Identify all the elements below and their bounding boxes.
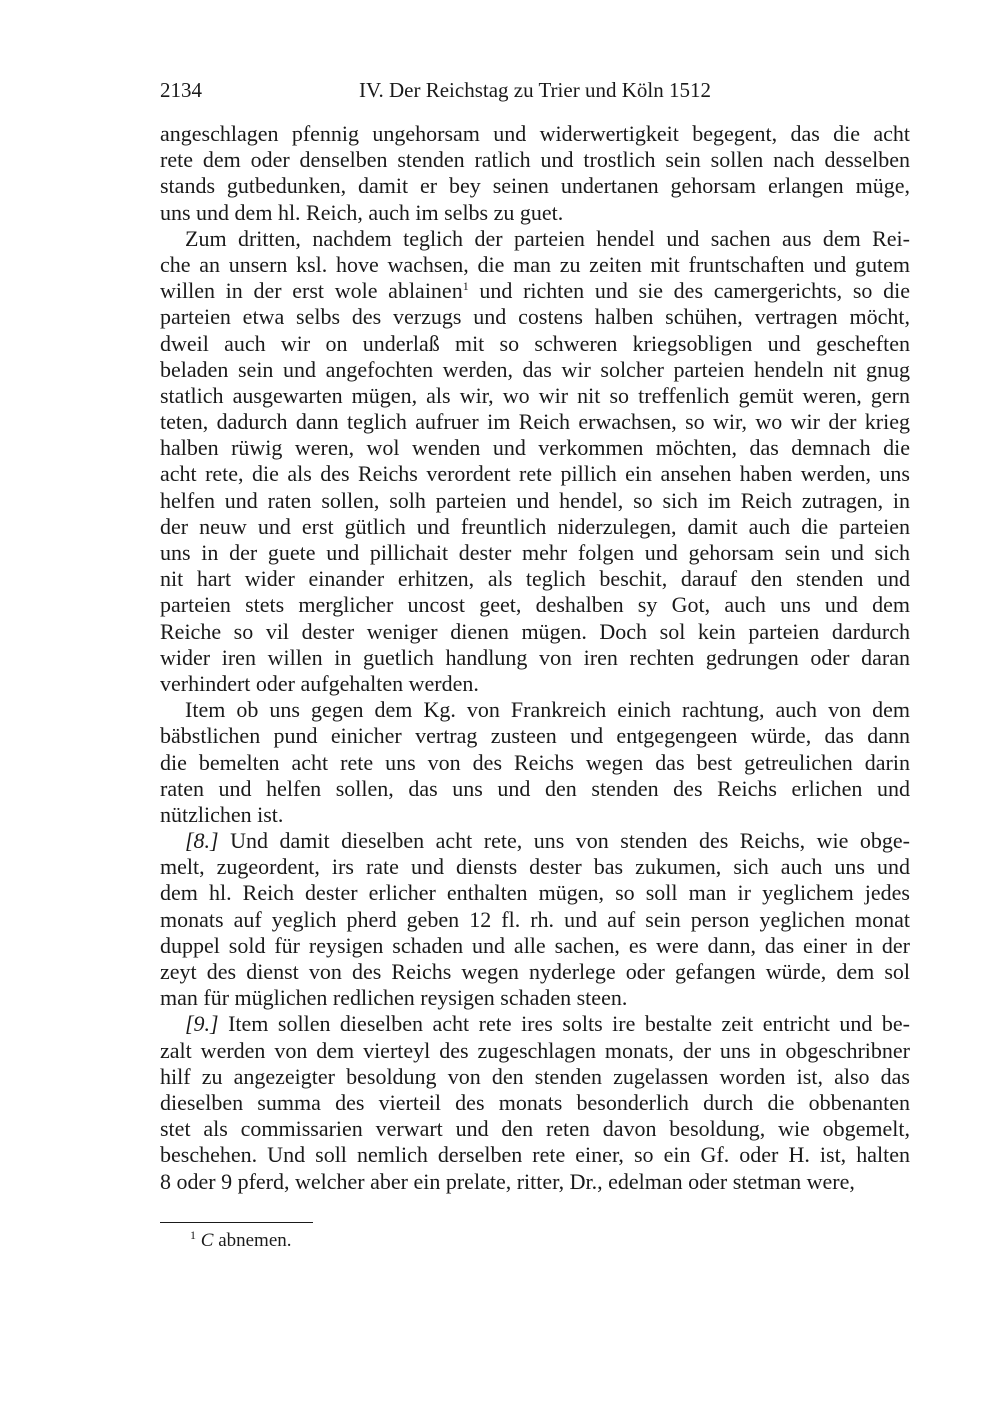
text-line: helfen und raten sollen, solh parteien und hendel, so sich im Reich zutragen, in	[160, 487, 910, 513]
text-line: rete dem oder denselben stenden ratlich und trostlich sein sollen nach desselben	[160, 147, 910, 173]
text-line: teten, dadurch dann teglich aufruer im Reich erwachsen, so wir, wo wir der krieg	[160, 409, 910, 435]
text-line: uns in der guete und pillichait dester mehr folgen und gehorsam sein und sich	[160, 540, 910, 565]
footnote-divider	[160, 1222, 313, 1223]
text-line: che an unsern ksl. hove wachsen, die man zu zeiten mit fruntschaften und gutem	[160, 251, 910, 277]
footnote-text: abnemen.	[213, 1230, 292, 1251]
page-header	[160, 78, 910, 106]
text-line: monats auf yeglich pherd geben 12 fl. rh. und auf sein person yeglichen monat	[160, 906, 910, 932]
paragraph	[160, 1011, 910, 1194]
text-line: angeschlagen pfennig ungehorsam und widerwertigkeit begegent, das die acht	[160, 121, 910, 146]
text-line: dweil auch wir on underlaß mit so schweren kriegsobligen und gescheften	[160, 330, 910, 356]
text-line	[160, 278, 910, 304]
text-line: der neuw und erst gütlich und freuntlich niderzulegen, damit auch die parteien	[160, 513, 910, 539]
paragraph	[160, 828, 910, 1011]
footnote-reference: 1	[462, 279, 469, 294]
text-line: beschehen. Und soll nemlich derselben rete einer, so ein Gf. oder H. ist, halten	[160, 1142, 910, 1168]
text-line: man für müglichen redlichen reysigen schaden steen.	[160, 985, 628, 1011]
text-line: Zum dritten, nachdem teglich der parteien hendel und sachen aus dem Rei-	[185, 225, 910, 251]
text-line: hilf zu angezeigter besoldung von den stenden zugelassen worden ist, also das	[160, 1063, 910, 1089]
footnote-siglum: C	[200, 1230, 214, 1251]
footnote	[190, 1230, 292, 1252]
text-line: dem hl. Reich dester erlicher enthalten mügen, so soll man ir yeglichem jedes	[160, 880, 910, 906]
text-line: die bemelten acht rete uns von des Reichs wegen das best getreulichen darin	[160, 749, 910, 775]
text-line: raten und helfen sollen, das uns und den stenden des Reichs erlichen und	[160, 775, 910, 801]
text-line: bäbstlichen pund einicher vertrag zusteen und entgegengeen würde, das dann	[160, 723, 910, 749]
text-line: zeyt des dienst von des Reichs wegen nyderlege oder gefangen würde, dem sol	[160, 959, 910, 984]
paragraph	[160, 121, 910, 226]
text-line	[160, 828, 910, 854]
text-line: beladen sein und angefochten werden, das wir solcher parteien hendeln nit gnug	[160, 356, 910, 382]
text-line: uns und dem hl. Reich, auch im selbs zu guet.	[160, 199, 564, 225]
footnote-marker: 1	[190, 1228, 196, 1242]
text-line: nit hart wider einander erhitzen, als teglich beschit, darauf den stenden und	[160, 566, 910, 592]
text-line: zalt werden von dem vierteyl des zugeschlagen monats, der uns in obgeschribner	[160, 1037, 910, 1063]
text-segment: Item sollen dieselben acht rete ires solts ire bestalte zeit entricht und be-	[218, 1011, 910, 1037]
text-line: Item ob uns gegen dem Kg. von Frankreich einich rachtung, auch von dem	[185, 697, 910, 723]
running-title: IV. Der Reichstag zu Trier und Köln 1512	[359, 78, 711, 102]
text-line: stet als commissarien verwart und den reten davon besoldung, wie obgemelt,	[160, 1116, 910, 1142]
text-line: statlich ausgewarten mügen, als wir, wo wir nit so treffenlich gemüt weren, gern	[160, 382, 910, 408]
text-line: halben rüwig weren, wol wenden und verkommen möchten, das demnach die	[160, 435, 910, 461]
page-number: 2134	[160, 78, 202, 102]
main-text	[160, 121, 910, 1195]
text-line: parteien etwa selbs des verzugs und costens halben schühen, vertragen möcht,	[160, 304, 910, 330]
text-segment: und richten und sie des camergerichts, so die	[468, 278, 910, 304]
text-line: melt, zugeordent, irs rate und diensts dester bas zukumen, sich auch uns und	[160, 854, 910, 880]
text-line: stands gutbedunken, damit er bey seinen undertanen gehorsam erlangen müge,	[160, 173, 910, 199]
text-line: dieselben summa des vierteil des monats besonderlich durch die obbenanten	[160, 1089, 910, 1115]
text-line: acht rete, die als des Reichs verordent rete pillich ein ansehen haben werden, uns	[160, 461, 910, 487]
text-segment: Und damit dieselben acht rete, uns von stenden des Reichs, wie obge-	[218, 828, 910, 854]
text-line: 8 oder 9 pferd, welcher aber ein prelate, ritter, Dr., edelman oder stetman were,	[160, 1168, 855, 1194]
paragraph	[160, 226, 910, 697]
section-number: [9.]	[185, 1011, 219, 1037]
text-segment: willen in der erst wole ablainen	[160, 278, 463, 304]
text-line: Reiche so vil dester weniger dienen mügen. Doch sol kein parteien dardurch	[160, 618, 910, 644]
text-line: verhindert oder aufgehalten werden.	[160, 670, 479, 696]
text-line: duppel sold für reysigen schaden und alle sachen, es were dann, das einer in der	[160, 932, 910, 958]
text-line: parteien stets merglicher uncost geet, deshalben sy Got, auch uns und dem	[160, 592, 910, 618]
text-line: nützlichen ist.	[160, 801, 284, 827]
paragraph	[160, 697, 910, 828]
text-line	[160, 1011, 910, 1037]
text-line: wider iren willen in guetlich handlung von iren rechten gedrungen oder daran	[160, 644, 910, 670]
section-number: [8.]	[185, 828, 219, 854]
